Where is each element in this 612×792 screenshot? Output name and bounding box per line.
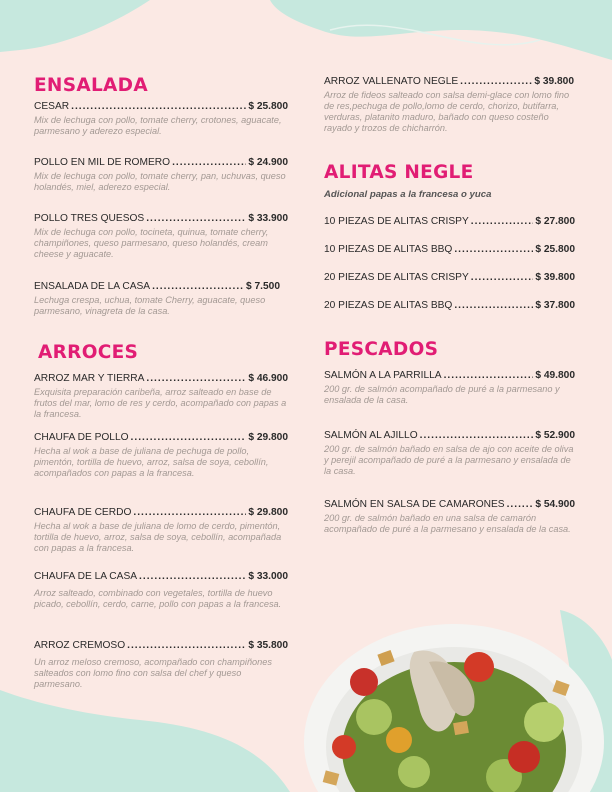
item-name: SALMÓN AL AJILLO	[324, 430, 418, 441]
item-description: 200 gr. de salmón bañado en salsa de ajo con aceite de oliva y perejil acompañado de puré a la parmesano y ensalada de la casa.	[324, 444, 574, 476]
item-price: $ 24.900	[248, 157, 288, 168]
menu-item	[34, 432, 288, 479]
item-name: POLLO EN MIL DE ROMERO	[34, 157, 171, 168]
item-price: $ 46.900	[248, 373, 288, 384]
item-name: CHAUFA DE CERDO	[34, 507, 132, 518]
menu-item	[324, 430, 575, 477]
item-name: 10 PIEZAS DE ALITAS BBQ	[324, 244, 453, 255]
item-price: $ 49.800	[535, 370, 575, 381]
item-description: 200 gr. de salmón acompañado de puré a la parmesano y ensalada de la casa.	[324, 384, 560, 405]
item-description: 200 gr. de salmón bañado en una salsa de camarón acompañado de puré a la parmesano y ensalada de la casa.	[324, 513, 571, 534]
item-name: ARROZ CREMOSO	[34, 640, 126, 651]
item-description: Lechuga crespa, uchua, tomate Cherry, aguacate, queso parmesano, vinagreta de la casa.	[34, 295, 266, 316]
item-name: 20 PIEZAS DE ALITAS CRISPY	[324, 272, 469, 283]
menu-item	[34, 640, 288, 690]
item-description: Mix de lechuga con pollo, tomate cherry, crotones, aguacate, parmesano y aderezo especial.	[34, 115, 282, 136]
item-description: Exquisita preparación caribeña, arroz salteado en base de frutos del mar, lomo de res y cerdo, acompañado con papas a la francesa.	[34, 387, 287, 419]
menu-item	[324, 499, 575, 535]
item-description: Arroz salteado, combinado con vegetales, tortilla de huevo picado, cebollín, cerdo, carne, pollo con papas a la francesa.	[34, 588, 282, 609]
item-price: $ 39.800	[535, 272, 575, 283]
menu-item	[324, 244, 575, 255]
item-price: $ 37.800	[535, 300, 575, 311]
menu-item	[34, 213, 288, 260]
item-price: $ 35.800	[248, 640, 288, 651]
menu-item	[324, 272, 575, 283]
item-price: $ 29.800	[248, 432, 288, 443]
item-description: Un arroz meloso cremoso, acompañado con champiñones salteados con lomo fino con salsa del chef y queso parmesano.	[34, 657, 272, 689]
section-title-alitas: ALITAS NEGLE	[324, 162, 474, 183]
item-price: $ 33.000	[248, 571, 288, 582]
item-name: ARROZ VALLENATO NEGLE	[324, 76, 459, 87]
item-name: ENSALADA DE LA CASA	[34, 281, 151, 292]
menu-item	[324, 300, 575, 311]
item-price: $ 7.500	[246, 281, 280, 292]
salad-plate-image	[304, 622, 604, 792]
section-title-ensalada: ENSALADA	[34, 75, 148, 96]
menu-item	[34, 101, 288, 137]
item-name: SALMÓN EN SALSA DE CAMARONES	[324, 499, 505, 510]
item-description: Arroz de fideos salteado con salsa demi-glace con lomo fino de res,pechuga de pollo,lomo de cerdo, chorizo, butifarra, verduras, platanito maduro, bañado con queso costeño rayado y trozos de chicharrón.	[324, 90, 570, 133]
item-name: CHAUFA DE LA CASA	[34, 571, 138, 582]
item-price: $ 25.800	[535, 244, 575, 255]
item-price: $ 39.800	[534, 76, 574, 87]
menu-item	[324, 370, 575, 406]
item-price: $ 25.800	[248, 101, 288, 112]
menu-item	[34, 281, 280, 317]
item-description: Mix de lechuga con pollo, tocineta, quinua, tomate cherry, champiñones, queso parmesano, queso holandés, cream cheese y aguacate.	[34, 227, 269, 259]
menu-item	[34, 507, 288, 554]
item-name: POLLO TRES QUESOS	[34, 213, 145, 224]
item-name: SALMÓN A LA PARRILLA	[324, 370, 442, 381]
item-name: CHAUFA DE POLLO	[34, 432, 129, 443]
item-description: Hecha al wok a base de juliana de lomo de cerdo, pimentón, tortilla de huevo, arroz, salsa de soya, cebollín, acompañada con papas a la francesa.	[34, 521, 282, 553]
item-name: 20 PIEZAS DE ALITAS BBQ	[324, 300, 453, 311]
item-price: $ 33.900	[248, 213, 288, 224]
item-name: 10 PIEZAS DE ALITAS CRISPY	[324, 216, 469, 227]
menu-item	[324, 76, 574, 134]
item-price: $ 27.800	[535, 216, 575, 227]
menu-item	[324, 216, 575, 227]
menu-item	[34, 373, 288, 420]
section-subtitle: Adicional papas a la francesa o yuca	[324, 189, 492, 200]
item-name: ARROZ MAR Y TIERRA	[34, 373, 145, 384]
section-title-arroces: ARROCES	[38, 342, 139, 363]
menu-item	[34, 571, 288, 610]
menu-item	[34, 157, 288, 193]
item-price: $ 52.900	[535, 430, 575, 441]
item-price: $ 54.900	[535, 499, 575, 510]
item-price: $ 29.800	[248, 507, 288, 518]
item-description: Mix de lechuga con pollo, tomate cherry, pan, uchuvas, queso holandés, miel, aderezo especial.	[34, 171, 286, 192]
section-title-pescados: PESCADOS	[324, 339, 439, 360]
item-name: CESAR	[34, 101, 70, 112]
item-description: Hecha al wok a base de juliana de pechuga de pollo, pimentón, tortilla de huevo, arroz, salsa de soya, cebollín, acompañados con papas a la francesa.	[34, 446, 269, 478]
